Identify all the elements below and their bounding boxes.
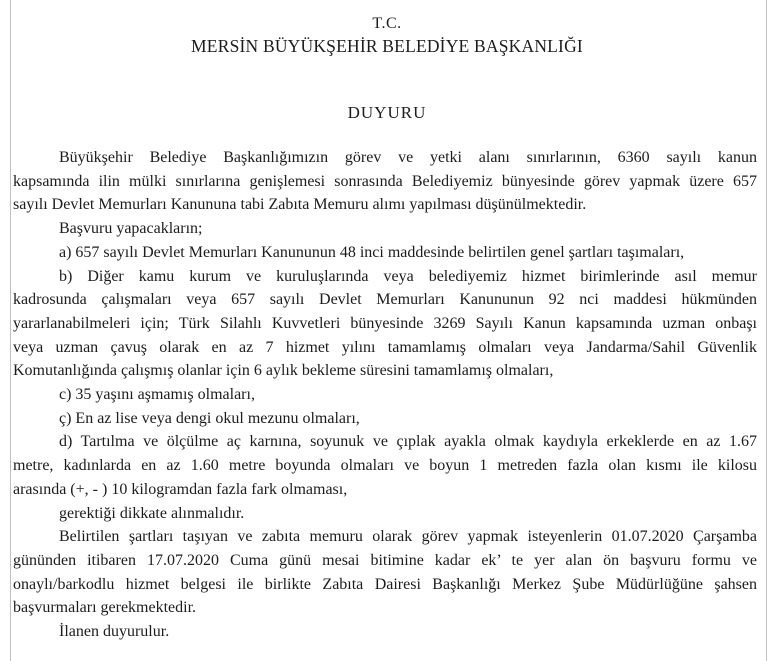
text-line: arasında (+, - ) 10 kilogramdan fazla fark olmaması, xyxy=(13,480,348,498)
text-line: yararlanabilmeleri için; Türk Silahlı Kuvvetleri bünyesinde 3269 Sayılı Kanun kapsamında uzman onbaşı xyxy=(13,314,757,332)
document-body xyxy=(13,146,757,644)
text-line: gününden itibaren 17.07.2020 Cuma günü mesai bitimine kadar ek’ te yer alan ön başvuru formu ve xyxy=(13,551,757,569)
text-line: ç) En az lise veya dengi okul mezunu olmaları, xyxy=(59,409,360,427)
text-line: Başvuru yapacakların; xyxy=(59,220,203,238)
text-line: sayılı Devlet Memurları Kanununa tabi Zabıta Memuru alımı yapılması düşünülmektedir. xyxy=(13,196,587,214)
scan-edge-line-right xyxy=(766,0,767,661)
republic-abbreviation: T.C. xyxy=(372,15,402,32)
institution-name: MERSİN BÜYÜKŞEHİR BELEDİYE BAŞKANLIĞI xyxy=(191,36,583,56)
text-line: b) Diğer kamu kurum ve kuruluşlarında veya belediyemiz hizmet birimlerinde asıl memur xyxy=(59,267,757,285)
document-title: DUYURU xyxy=(347,103,427,122)
text-line: veya uzman çavuş olarak en az 7 hizmet yılını tamamlamış olmaları veya Jandarma/Sahil Güvenlik xyxy=(13,338,757,356)
scan-edge-line-left xyxy=(10,0,11,661)
text-line: kapsamında ilin mülki sınırlarına genişlemesi sonrasında Belediyemiz bünyesinde görev yapmak üzere 657 xyxy=(13,172,757,190)
text-line: c) 35 yaşını aşmamış olmaları, xyxy=(59,386,255,404)
text-line: gerektiği dikkate alınmalıdır. xyxy=(59,504,245,522)
text-line: Büyükşehir Belediye Başkanlığımızın görev ve yetki alanı sınırlarının, 6360 sayılı kanun xyxy=(59,149,757,166)
text-line: başvurmaları gerekmektedir. xyxy=(13,599,197,617)
text-line: kadrosunda çalışmaları veya 657 sayılı Devlet Memurları Kanununun 92 nci maddesi hükmünden xyxy=(13,291,757,309)
text-line: Belirtilen şartları taşıyan ve zabıta memuru olarak görev yapmak isteyenlerin 01.07.2020 Çarşamba xyxy=(59,528,757,546)
text-line: metre, kadınlarda en az 1.60 metre boyunda olmaları ve boyun 1 metreden fazla olan kısmı ile kilosu xyxy=(13,457,757,475)
text-line: a) 657 sayılı Devlet Memurları Kanununun 48 inci maddesinde belirtilen genel şartları taşımaları, xyxy=(59,243,685,261)
text-line: onaylı/barkodlu hizmet belgesi ile birlikte Zabıta Dairesi Başkanlığı Merkez Şube Müdürlüğüne şahsen xyxy=(13,575,757,593)
text-line: Komutanlığında çalışmış olanlar için 6 aylık bekleme süresini tamamlamış olmaları, xyxy=(13,362,554,380)
text-line: d) Tartılma ve ölçülme aç karnına, soyunuk ve çıplak ayakla olmak kaydıyla erkeklerde en az 1.67 xyxy=(59,433,757,451)
text-line: İlanen duyurulur. xyxy=(59,623,170,641)
document-header xyxy=(0,13,774,57)
